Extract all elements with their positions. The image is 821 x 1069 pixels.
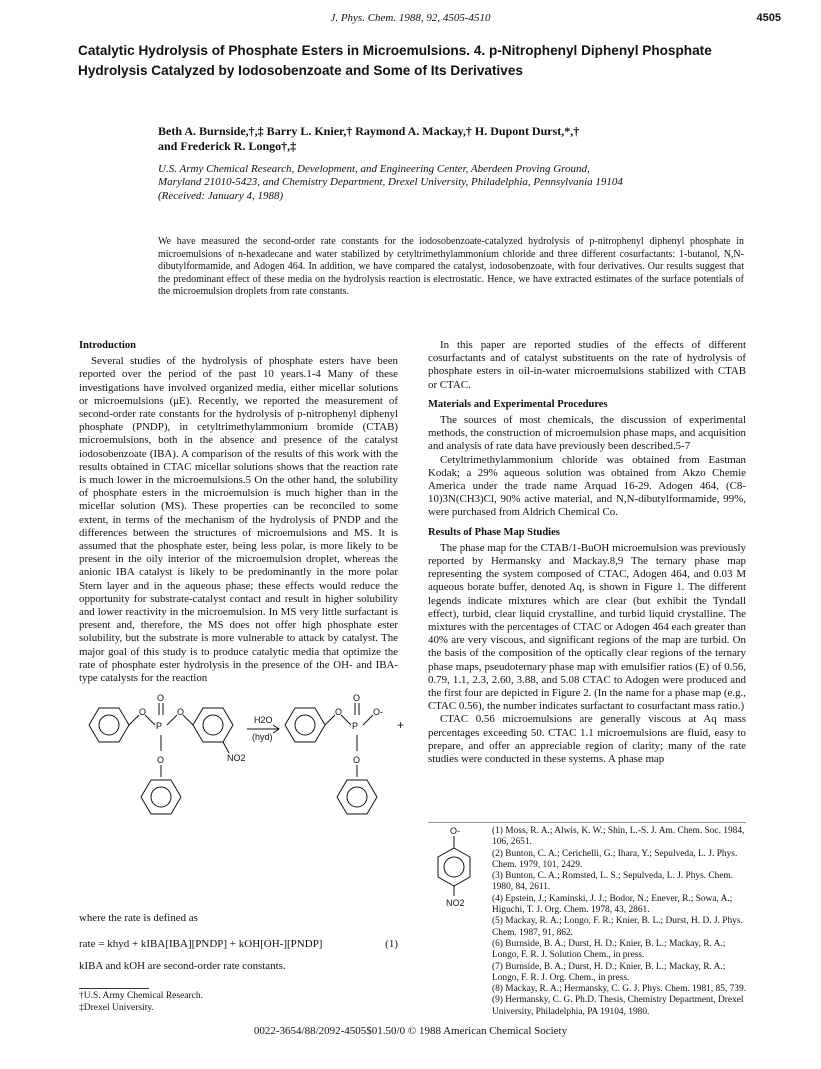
reference: (9) Hermansky, C. G. Ph.D. Thesis, Chemistry Department, Drexel University, Philadelphia, PA 19104, 1980. bbox=[492, 995, 744, 1017]
hydrolysis-label: (hyd) bbox=[252, 732, 273, 742]
references-rule bbox=[428, 822, 746, 823]
rate-equation bbox=[79, 938, 398, 950]
aromatic-circle bbox=[99, 715, 119, 735]
running-header: J. Phys. Chem. 1988, 92, 4505-4510 bbox=[330, 12, 491, 24]
oxygen-label: O bbox=[353, 755, 361, 765]
plus-sign: + bbox=[397, 718, 405, 732]
introduction-section bbox=[79, 339, 398, 685]
reference: (7) Burnside, B. A.; Durst, H. D.; Knier, B. L.; Mackay, R. A.; Longo, F. R. J. Org. Chem., in press. bbox=[492, 961, 726, 983]
oxygen-label: O bbox=[157, 755, 165, 765]
references bbox=[492, 826, 746, 1018]
affiliation-line: U.S. Army Chemical Research, Development, and Engineering Center, Aberdeen Proving Ground, bbox=[158, 163, 590, 175]
nitro-label: NO2 bbox=[446, 898, 465, 908]
oxygen-minus-label: O- bbox=[450, 826, 460, 836]
water-label: H2O bbox=[254, 715, 273, 725]
section-heading: Materials and Experimental Procedures bbox=[428, 398, 608, 410]
page-number: 4505 bbox=[756, 12, 781, 24]
footnote: †U.S. Army Chemical Research. bbox=[79, 991, 204, 1001]
equation-text: rate = khyd + kIBA[IBA][PNDP] + kOH[OH-][PNDP] bbox=[79, 938, 323, 950]
oxygen-label: O bbox=[335, 707, 343, 717]
phenyl-ring bbox=[89, 708, 129, 742]
reference: (4) Epstein, J.; Kaminski, J. J.; Bodor, N.; Enever, R.; Sowa, A.; Higuchi, T. J. Org. Chem. 1978, 43, 2861. bbox=[492, 893, 733, 916]
oxygen-label: O bbox=[157, 693, 165, 703]
article-title: Catalytic Hydrolysis of Phosphate Esters in Microemulsions. 4. p-Nitrophenyl Diphenyl Phosphate Hydrolysis Catalyzed by Iodosobenzoate and Some of Its Derivatives bbox=[78, 43, 712, 78]
section-heading: Results of Phase Map Studies bbox=[428, 526, 560, 538]
phosphorus-label: P bbox=[156, 721, 163, 731]
nitro-label: NO2 bbox=[227, 753, 246, 763]
footnote-rule bbox=[79, 988, 149, 989]
paragraph: Several studies of the hydrolysis of phosphate esters have been reported over the period of the past 10 years.1-4 Many of these investigations have involved organized media, either micellar solutions or microemulsions (μE). Recently, we reported the measurement of second-order rate constants for the hydrolysis of p-nitrophenyl diphenyl phosphate (PNDP), in cetyltrimethylammonium bromide (CTAB) microemulsions, both in the absence and presence of the catalyst iodosobenzoate (IBA). A comparison of the results of this work with the results obtained in CTAC micellar solutions shows that the reaction rate is much lower in the microemulsions.5 On the other hand, the solubility of phosphate esters in the microemulsion is much higher than in the micellar solution (MS). These properties can be reconciled to some extent, in terms of the mechanism of the hydrolysis of PNDP and the differences between the structures of microemulsions and MS. It is assumed that the phosphate ester, being less polar, is more likely to be present in the oily interior of the microemulsion droplet, whereas the anionic IBA catalyst is likely to be predominantly in the more polar Stern layer and in the aqueous phase; these effects would reduce the opportunity for substrate-catalyst contact and result in higher solubility and lower reactivity in the microemulsion. In MS very little surfactant is present and, therefore, the MS does not offer high phosphate ester solubility, but the substrate is more vulnerable to attack by catalyst. The major goal of this study is to produce catalytic media that optimize the rate of phosphate ester hydrolysis in the presence of the OH- and IBA-type catalysts for the reaction bbox=[79, 355, 398, 685]
phenyl-ring bbox=[141, 780, 181, 814]
rate-constants-text bbox=[79, 960, 398, 973]
equation-number: (1) bbox=[385, 938, 398, 950]
copyright-line: 0022-3654/88/2092-4505$01.50/0 © 1988 American Chemical Society bbox=[253, 1025, 568, 1037]
reference: (5) Mackay, R. A.; Longo, F. R.; Knier, B. L.; Durst, H. D. J. Phys. Chem. 1987, 91, 862. bbox=[492, 916, 743, 938]
oxygen-label: O bbox=[353, 693, 361, 703]
nitrophenyl-ring bbox=[193, 708, 233, 742]
footnote: ‡Drexel University. bbox=[79, 1002, 154, 1013]
right-column bbox=[428, 339, 746, 766]
reference: (2) Bunton, C. A.; Cerichelli, G.; Ihara, Y.; Sepulveda, L. J. Phys. Chem. 1979, 101, 2429. bbox=[492, 848, 738, 870]
paragraph: In this paper are reported studies of the effects of different cosurfactants and of catalyst substituents on the rate of hydrolysis of phosphate esters in oil-in-water microemulsions stabilized with CTAB or CTAC. bbox=[428, 339, 746, 391]
nitrophenolate-structure bbox=[430, 826, 490, 916]
paragraph: Cetyltrimethylammonium chloride was obtained from Eastman Kodak; a 29% aqueous solution was obtained from Akzo Chemie America under the trade name Arquad 16-29. Adogen 464, (C8-10)3N(CH3)Cl, 90% active material, and N,N-dibutylformamide, 99%, were purchased from Aldrich Chemical Co. bbox=[428, 453, 746, 519]
reference: (1) Moss, R. A.; Alwis, K. W.; Shin, L.-S. J. Am. Chem. Soc. 1984, 106, 2651. bbox=[492, 826, 745, 848]
authors bbox=[158, 124, 738, 154]
rate-definition bbox=[79, 912, 398, 925]
reference: (6) Burnside, B. A.; Durst, H. D.; Knier, B. L.; Mackay, R. A.; Longo, F. R. J. Solution Chem., in press. bbox=[492, 938, 726, 961]
oxygen-minus-label: O- bbox=[373, 707, 383, 717]
reference: (8) Mackay, R. A.; Hermansky, C. G. J. Phys. Chem. 1981, 85, 739. bbox=[492, 984, 746, 995]
section-heading: Introduction bbox=[79, 340, 136, 351]
paragraph: where the rate is defined as bbox=[79, 912, 198, 924]
phenyl-ring bbox=[337, 780, 377, 814]
reference: (3) Bunton, C. A.; Romsted, L. S.; Sepulveda, L. J. Phys. Chem. 1980, 84, 2611. bbox=[492, 871, 734, 893]
oxygen-label: O bbox=[177, 707, 185, 717]
oxygen-label: O bbox=[139, 707, 147, 717]
abstract: We have measured the second-order rate constants for the iodosobenzoate-catalyzed hydrolysis of p-nitrophenyl diphenyl phosphate in microemulsions of n-hexadecane and water stabilized by cetyltrimethylammonium chloride and three different cosurfactants: 1-butanol, N,N-dibutylformamide, and Adogen 464. In addition, we have compared the catalyst, iodosobenzoate, with four derivatives. Our results suggest that the predominant effect of these media on the hydrolysis reaction is electrostatic. Hence, we have extracted estimates of the surface potentials of the microemulsion droplets from rate constants. bbox=[158, 236, 744, 298]
paragraph: The phase map for the CTAB/1-BuOH microemulsion was previously reported by Hermansky and Mackay.8,9 The ternary phase map representing the system composed of CTAC, Adogen 464, and 0.03 M aqueous borate buffer, denoted Aq, is shown in Figure 1. The different legends indicate mixtures which are clear (but exhibit the Tyndall effect), turbid, clear liquid crystalline, and turbid liquid crystalline. The mixtures with the percentages of CTAC or Adogen 464 each greater than 40% are very viscous, and significant regions of the map are turbid. On the basis of the composition of the optically clear regions of the ternary phase maps, pseudoternary phase map with emulsifier ratios (E) of 0.56, 0.79, 1.1, 2.3, 2.60, 3.88, and 5.08 CTAC to Adogen were produced and the first four are depicted in Figure 2. (In the name for a phase map (e.g., CTAC 0.56), the number indicates surfactant to cosurfactant mass ratio.) bbox=[428, 541, 746, 713]
affiliation bbox=[158, 163, 758, 203]
received-date: (Received: January 4, 1988) bbox=[158, 189, 284, 202]
phenyl-ring bbox=[285, 708, 325, 742]
paragraph: The sources of most chemicals, the discussion of experimental methods, the construction of microemulsion phase maps, and acquisition and analysis of rate data have previously been described.5-7 bbox=[428, 414, 746, 453]
phosphorus-label: P bbox=[352, 721, 359, 731]
footnotes bbox=[79, 991, 203, 1014]
paragraph: CTAC 0.56 microemulsions are generally viscous at Aq mass percentages exceeding 50. CTAC 1.1 microemulsions are fluid, easy to prepare, and offer an appreciable region of clarity; many of the rate studies were conducted in these systems. A phase map bbox=[428, 713, 746, 766]
affiliation-line: Maryland 21010-5423, and Chemistry Department, Drexel University, Philadelphia, Pennsylvania 19104 bbox=[158, 176, 623, 189]
authors-line-2: and Frederick R. Longo†,‡ bbox=[158, 139, 297, 153]
reaction-scheme bbox=[79, 685, 409, 910]
paragraph: kIBA and kOH are second-order rate constants. bbox=[79, 960, 286, 972]
authors-line-1: Beth A. Burnside,†,‡ Barry L. Knier,† Raymond A. Mackay,† H. Dupont Durst,*,† bbox=[158, 124, 580, 138]
